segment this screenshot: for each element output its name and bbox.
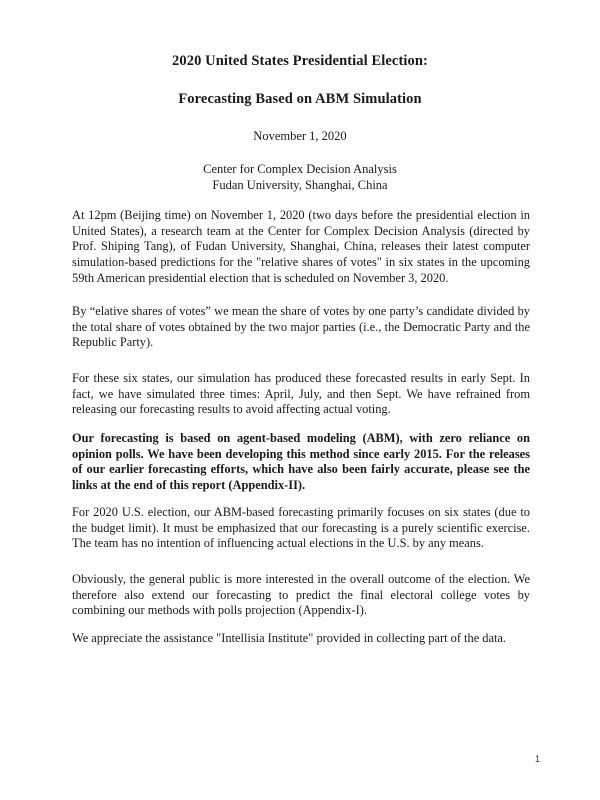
document-date: November 1, 2020	[253, 129, 347, 143]
paragraph-definition: By “elative shares of votes” we mean the share of votes by one party’s candidate divided by the total share of votes obtained by the two major parties (i.e., the Democratic Party and the Republic Party).	[72, 304, 530, 350]
page-number: 1	[534, 754, 540, 764]
paragraph-acknowledgement: We appreciate the assistance "Intellisia Institute" provided in collecting part of the data.	[72, 631, 507, 645]
paragraph-scope: For 2020 U.S. election, our ABM-based forecasting primarily focuses on six states (due to the budget limit). It must be emphasized that our forecasting is a purely scientific exercise. The team has no intention of influencing actual elections in the U.S. by any means.	[72, 505, 530, 551]
document-title: 2020 United States Presidential Election:	[172, 53, 428, 69]
paragraph-announcement: At 12pm (Beijing time) on November 1, 2020 (two days before the presidential election in United States), a research team at the Center for Complex Decision Analysis (directed by Prof. Shiping Tang), of Fudan University, Shanghai, China, releases their latest computer simulation-based predictions for the "relative shares of votes" in six states in the upcoming 59th American presidential election that is scheduled on November 3, 2020.	[72, 208, 530, 285]
paragraph-electoral-college: Obviously, the general public is more interested in the overall outcome of the election. We therefore also extend our forecasting to predict the final electoral college votes by combining our methods with polls projection (Appendix-I).	[72, 572, 530, 618]
organization-location: Fudan University, Shanghai, China	[212, 178, 388, 192]
paragraph-simulation-timing: For these six states, our simulation has produced these forecasted results in early Sept. In fact, we have simulated three times: April, July, and then Sept. We have refrained from releasing our forecasting results to avoid affecting actual voting.	[72, 371, 530, 417]
organization-name: Center for Complex Decision Analysis	[203, 162, 397, 176]
document-subtitle: Forecasting Based on ABM Simulation	[178, 91, 422, 107]
paragraph-method-bold: Our forecasting is based on agent-based modeling (ABM), with zero reliance on opinion polls. We have been developing this method since early 2015. For the releases of our earlier forecasting efforts, which have also been fairly accurate, please see the links at the end of this report (Appendix-II).	[72, 431, 530, 493]
